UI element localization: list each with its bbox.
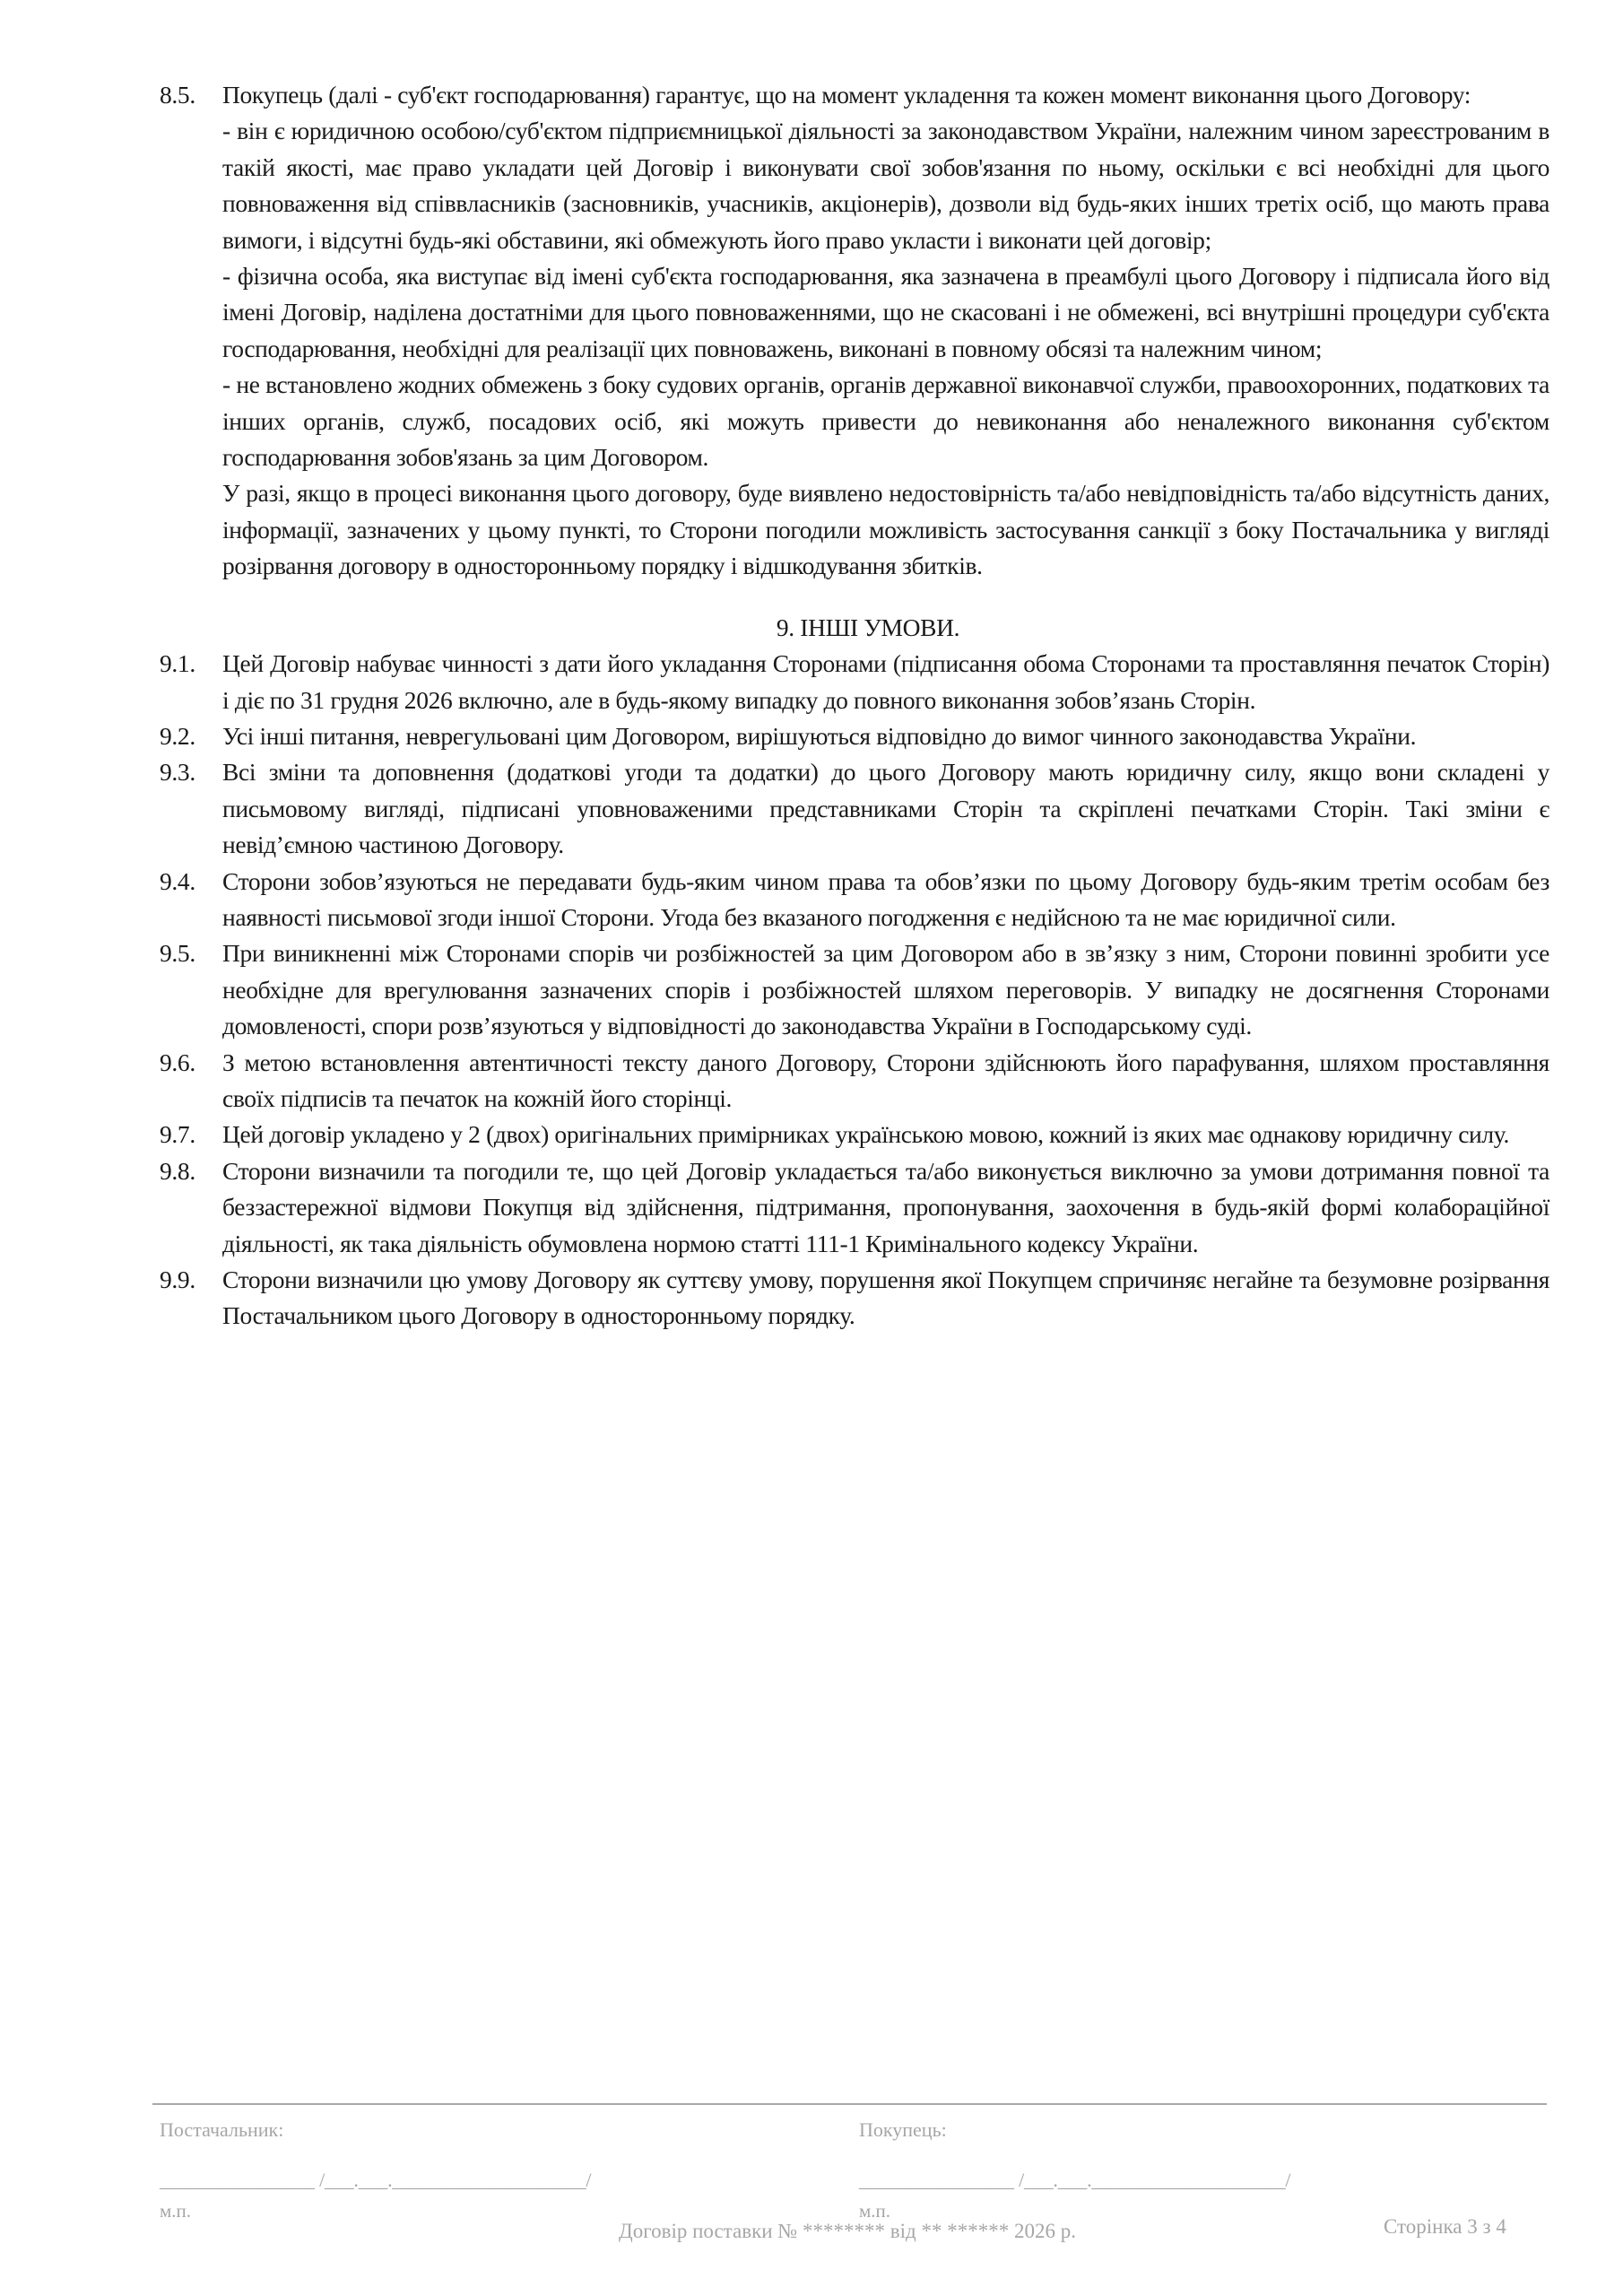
clause-8-5 xyxy=(160,77,1549,585)
clause-text: Цей Договір набуває чинності з дати його укладання Сторонами (підписання обома Сторонами та проставляння печаток Сторін) і діє по 31 грудня 2026 включно, але в будь-якому випадку до повного виконання зобов’язань Сторін. xyxy=(222,649,1549,714)
clause-text: Сторони визначили та погодили те, що цей Договір укладається та/або виконується виключно за умови дотримання повної та беззастережної відмови Покупця від здійснення, підтримання, пропонування, заохочення в будь-якій формі колабораційної діяльності, як така діяльність обумовлена нормою статті 111-1 Кримінального кодексу України. xyxy=(222,1156,1549,1257)
footer-divider xyxy=(152,2103,1547,2105)
clause-9-4 xyxy=(160,864,1549,936)
buyer-label: Покупець: xyxy=(859,2118,947,2141)
page-number: Сторінка 3 з 4 xyxy=(1384,2215,1506,2238)
clause-text xyxy=(222,77,1549,585)
clause-text: Всі зміни та доповнення (додаткові угоди та додатки) до цього Договору мають юридичну силу, якщо вони складені у письмовому вигляді, підписані уповноваженими представниками Сторін та скріплені печатками Сторін. Такі зміни є невід’ємною частиною Договору. xyxy=(222,758,1549,859)
clause-9-6 xyxy=(160,1045,1549,1118)
clause-paragraph: У разі, якщо в процесі виконання цього договору, буде виявлено недостовірність та/або невідповідність та/або відсутність даних, інформації, зазначених у цьому пункті, то Сторони погодили можливість застосування санкції з боку Постачальника у вигляді розірвання договору в односторонньому порядку і відшкодування збитків. xyxy=(222,479,1549,580)
supplier-label: Постачальник: xyxy=(160,2118,284,2141)
clause-number: 9.7. xyxy=(160,1120,195,1149)
section-title: 9. ІНШІ УМОВИ. xyxy=(776,613,960,641)
clause-text: З метою встановлення автентичності тексту даного Договору, Сторони здійснюють його парафування, шляхом проставляння своїх підписів та печаток на кожній його сторінці. xyxy=(222,1048,1549,1112)
clause-number: 9.8. xyxy=(160,1156,195,1185)
clause-text: Сторони зобов’язуються не передавати будь-яким чином права та обов’язки по цьому Договору будь-яким третім особам без наявності письмової згоди іншої Сторони. Угода без вказаного погодження є недійсною та не має юридичної сили. xyxy=(222,866,1549,931)
supplier-signature-line: ________________ /___.___.____________________/ xyxy=(160,2169,592,2191)
clause-number: 9.5. xyxy=(160,939,195,968)
clause-paragraph: - він є юридичною особою/суб'єктом підприємницької діяльності за законодавством України, належним чином зареєстрованим в такій якості, має право укладати цей Договір і виконувати свої зобов'язання по ньому, оскільки є всі необхідні для цього повноваження від співвласників (засновників, учасників, акціонерів), дозволи від будь-яких інших третіх осіб, що мають права вимоги, і відсутні будь-які обставини, які обмежують його право укласти і виконати цей договір; xyxy=(222,117,1549,254)
clause-number: 9.6. xyxy=(160,1048,195,1076)
clause-9-9 xyxy=(160,1262,1549,1335)
contract-reference: Договір поставки № ******** від ** ****** 2026 р. xyxy=(619,2220,1076,2242)
clause-paragraph: Покупець (далі - суб'єкт господарювання) гарантує, що на момент укладення та кожен момент виконання цього Договору: xyxy=(222,81,1471,109)
clause-number: 9.3. xyxy=(160,758,195,787)
clause-number: 8.5. xyxy=(160,81,195,109)
buyer-stamp-label: м.п. xyxy=(859,2200,891,2222)
clause-paragraph: - фізична особа, яка виступає від імені суб'єкта господарювання, яка зазначена в преамбулі цього Договору і підписала його від імені Договір, наділена достатніми для цього повноваженнями, що не скасовані і не обмежені, всі внутрішні процедури суб'єкта господарювання, необхідні для реалізації цих повноважень, виконані в повному обсязі та належним чином; xyxy=(222,262,1549,362)
clause-9-2 xyxy=(160,718,1549,754)
supplier-stamp-label: м.п. xyxy=(160,2200,192,2222)
clause-9-8 xyxy=(160,1153,1549,1262)
clause-number: 9.9. xyxy=(160,1265,195,1293)
clause-number: 9.2. xyxy=(160,721,195,750)
clause-9-1 xyxy=(160,646,1549,718)
clause-number: 9.1. xyxy=(160,649,195,678)
clause-text: При виникненні між Сторонами спорів чи розбіжностей за цим Договором або в зв’язку з ним, Сторони повинні зробити усе необхідне для врегулювання зазначених спорів і розбіжностей шляхом переговорів. У випадку не досягнення Сторонами домовленості, спори розв’язуються у відповідності до законодавства України в Господарському суді. xyxy=(222,939,1549,1040)
clause-text: Усі інші питання, неврегульовані цим Договором, вирішуються відповідно до вимог чинного законодавства України. xyxy=(222,721,1417,750)
clause-paragraph: - не встановлено жодних обмежень з боку судових органів, органів державної виконавчої служби, правоохоронних, податкових та інших органів, служб, посадових осіб, які можуть привести до невиконання або неналежного виконання суб'єктом господарювання зобов'язань за цим Договором. xyxy=(222,370,1549,472)
document-body xyxy=(160,77,1549,1335)
buyer-signature-line: ________________ /___.___.____________________/ xyxy=(859,2169,1291,2191)
clause-9-7 xyxy=(160,1117,1549,1152)
clause-9-5 xyxy=(160,935,1549,1044)
clause-9-3 xyxy=(160,754,1549,863)
clause-text: Сторони визначили цю умову Договору як суттєву умову, порушення якої Покупцем спричиняє негайне та безумовне розірвання Постачальником цього Договору в односторонньому порядку. xyxy=(222,1265,1549,1330)
clause-number: 9.4. xyxy=(160,866,195,895)
clause-text: Цей договір укладено у 2 (двох) оригінальних примірниках українською мовою, кожний із яких має однакову юридичну силу. xyxy=(222,1120,1509,1149)
